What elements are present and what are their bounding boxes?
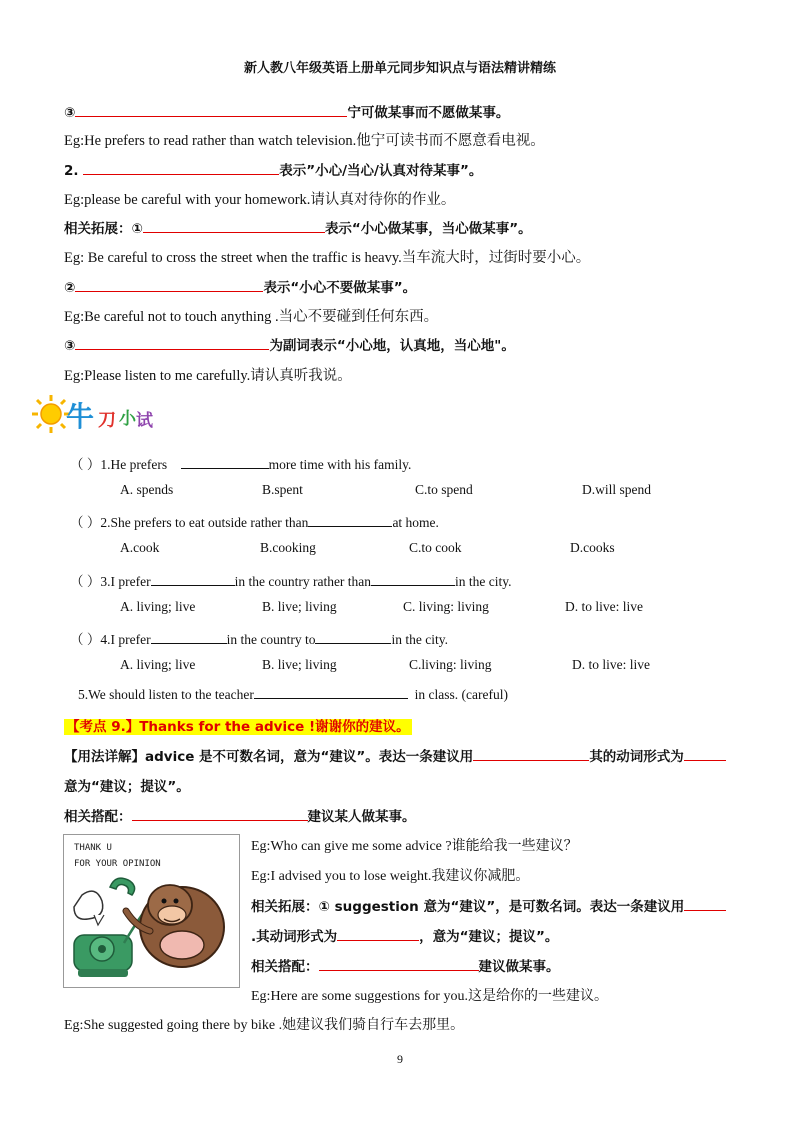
line-rather-than (64, 101, 509, 121)
example-sentence: Eg:please be careful with your homework.请认真对待你的作业。 (64, 192, 456, 208)
example-sentence: Eg:Here are some suggestions for you.这是给你的一些建议。 (251, 989, 608, 1004)
circled-number: ② (64, 280, 76, 296)
cartoon-caption: FOR YOUR OPINION (74, 859, 161, 869)
quiz-question-4 (70, 628, 448, 648)
answer-blank[interactable] (132, 808, 308, 821)
quiz-question-3 (70, 570, 512, 590)
answer-blank[interactable] (254, 686, 408, 699)
line-text: 表示“小心不要做某事”。 (263, 280, 417, 296)
option-b[interactable]: B.spent (262, 482, 303, 497)
example-sentence: Eg:He prefers to read rather than watch television.他宁可读书而不愿意看电视。 (64, 133, 545, 149)
logo-char: 小 (119, 409, 136, 429)
page-number: 9 (397, 1052, 403, 1066)
answer-blank[interactable] (143, 220, 325, 233)
answer-blank[interactable] (319, 958, 479, 971)
key-point-label: 【考点 9.】Thanks for the advice !谢谢你的建议。 (66, 719, 410, 735)
question-text: in the country to (226, 632, 316, 647)
suggestion-collocation (251, 955, 560, 975)
answer-parentheses[interactable]: （ ） (70, 574, 101, 589)
answer-blank[interactable] (151, 631, 227, 644)
line-text: ，意为“建议；提议”。 (419, 929, 559, 945)
question-text: 2.She prefers to eat outside rather than (100, 515, 309, 530)
option-a[interactable]: A.cook (120, 540, 160, 555)
logo-char: 试 (136, 411, 153, 431)
circled-number: ③ (64, 338, 76, 354)
option-c[interactable]: C. living: living (403, 599, 489, 614)
question-text: in the country rather than (234, 574, 372, 589)
option-d[interactable]: D.cooks (570, 540, 615, 555)
option-a[interactable]: A. living; live (120, 657, 196, 672)
option-b[interactable]: B. live; living (262, 599, 337, 614)
logo-char: 刀 (98, 410, 116, 431)
question-text: 5.We should listen to the teacher (78, 687, 254, 702)
answer-blank[interactable] (684, 748, 726, 761)
usage-line-2: 意为“建议；提议”。 (64, 779, 190, 795)
circled-number: ③ (64, 105, 76, 121)
line-text: 建议做某事。 (478, 959, 560, 975)
extension-line-1 (64, 217, 532, 237)
line-text: 其的动词形式为 (589, 749, 684, 765)
answer-blank[interactable] (75, 104, 347, 117)
answer-blank[interactable] (684, 898, 726, 911)
line-text: 表示”小心/当心/认真对待某事”。 (279, 163, 483, 179)
example-sentence: Eg:Who can give me some advice ?谁能给我一些建议？ (251, 839, 578, 854)
answer-blank[interactable] (151, 573, 235, 586)
question-text: more time with his family. (268, 457, 412, 472)
suggestion-extension (251, 895, 726, 915)
answer-blank[interactable] (75, 337, 269, 350)
quiz-question-5 (78, 686, 508, 703)
practice-logo (30, 393, 160, 435)
option-a[interactable]: A. living; live (120, 599, 196, 614)
question-text: 3.I prefer (100, 574, 151, 589)
key-point-heading (64, 715, 412, 736)
answer-parentheses[interactable]: （ ） (70, 515, 101, 530)
question-text: in the city. (455, 574, 512, 589)
question-text: at home. (392, 515, 439, 530)
answer-blank[interactable] (473, 748, 589, 761)
question-text: in the city. (391, 632, 448, 647)
question-text: 4.I prefer (100, 632, 151, 647)
option-d[interactable]: D. to live: live (572, 657, 650, 672)
answer-blank[interactable] (75, 279, 263, 292)
line-text: 相关拓展：① suggestion 意为“建议”，是可数名词。表达一条建议用 (251, 899, 685, 915)
answer-blank[interactable] (181, 456, 269, 469)
answer-blank[interactable] (308, 514, 392, 527)
option-a[interactable]: A. spends (120, 482, 174, 497)
option-b[interactable]: B.cooking (260, 540, 316, 555)
line-text: 表示“小心做某事，当心做某事”。 (324, 221, 532, 237)
extension-line-3 (64, 334, 515, 354)
line-text: 相关搭配： (251, 959, 319, 975)
option-c[interactable]: C.to spend (415, 482, 473, 497)
option-d[interactable]: D. to live: live (565, 599, 643, 614)
example-sentence: Eg:I advised you to lose weight.我建议你减肥。 (251, 869, 530, 884)
page-header: 新人教八年级英语上册单元同步知识点与语法精讲精练 (243, 61, 556, 76)
logo-char: 牛 (66, 400, 95, 433)
answer-parentheses[interactable]: （ ） (70, 632, 101, 647)
option-b[interactable]: B. live; living (262, 657, 337, 672)
line-text: 相关搭配： (64, 809, 132, 825)
example-sentence: Eg:Please listen to me carefully.请认真听我说。 (64, 368, 352, 384)
example-sentence: Eg: Be careful to cross the street when the traffic is heavy.当车流大时，过街时要小心。 (64, 250, 591, 266)
line-text: .其动词形式为 (251, 929, 338, 945)
answer-blank[interactable] (371, 573, 455, 586)
usage-line-1 (64, 745, 726, 765)
point-2-line (64, 159, 482, 179)
suggestion-verb-line (251, 925, 558, 945)
option-c[interactable]: C.living: living (409, 657, 492, 672)
item-number: 2. (64, 163, 79, 179)
extension-line-2 (64, 276, 416, 296)
answer-blank[interactable] (337, 928, 419, 941)
quiz-question-1 (70, 453, 411, 473)
question-text: 1.He prefers (100, 457, 168, 472)
option-c[interactable]: C.to cook (409, 540, 462, 555)
usage-collocation (64, 805, 416, 825)
example-sentence: Eg:Be careful not to touch anything .当心不要碰到任何东西。 (64, 309, 439, 325)
line-text: 建议某人做某事。 (307, 809, 416, 825)
example-sentence: Eg:She suggested going there by bike .她建议我们骑自行车去那里。 (64, 1018, 465, 1033)
answer-parentheses[interactable]: （ ） (70, 457, 101, 472)
cartoon-image (63, 834, 240, 988)
cartoon-caption: THANK U (74, 843, 112, 853)
monkey-on-phone-illustration (64, 835, 239, 987)
line-text: 相关拓展：① (64, 221, 143, 237)
line-text: 为副词表示“小心地，认真地，当心地"。 (269, 338, 515, 354)
answer-blank[interactable] (315, 631, 391, 644)
question-text: in class. (careful) (414, 687, 508, 702)
line-text: 【用法详解】advice 是不可数名词，意为“建议”。表达一条建议用 (64, 749, 474, 765)
answer-blank[interactable] (83, 162, 279, 175)
option-d[interactable]: D.will spend (582, 482, 651, 497)
quiz-question-2 (70, 511, 439, 531)
line-text: 宁可做某事而不愿做某事。 (347, 105, 510, 121)
